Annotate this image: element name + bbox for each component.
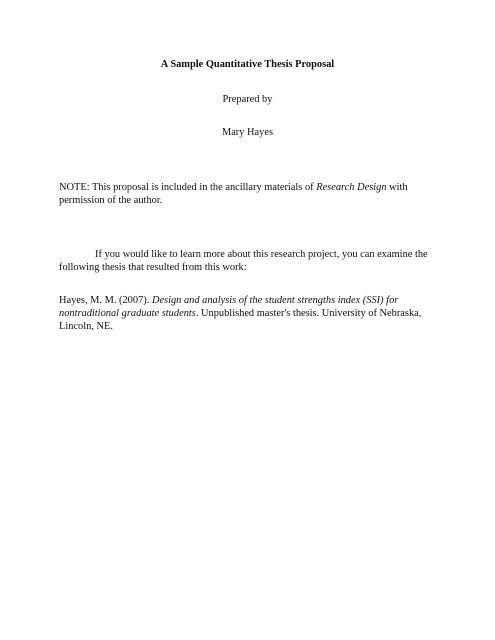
- reference-authors-year: Hayes, M. M. (2007).: [59, 295, 152, 306]
- reference-entry: [59, 294, 441, 333]
- info-paragraph: If you would like to learn more about this research project, you can examine the following thesis that resulted from this work:: [59, 249, 428, 273]
- note-paragraph: [59, 181, 441, 207]
- reference-details: . Unpublished master's thesis. University of Nebraska, Lincoln, NE.: [59, 308, 422, 332]
- document-title: A Sample Quantitative Thesis Proposal: [160, 59, 335, 70]
- reference-work-title: Design and analysis of the student strengths index (SSI) for nontraditional graduate students: [59, 295, 399, 319]
- author-name: Mary Hayes: [221, 127, 274, 138]
- note-book-title: Research Design: [316, 182, 387, 193]
- prepared-by-label: Prepared by: [222, 94, 273, 105]
- note-suffix: with permission of the author.: [59, 182, 408, 206]
- note-prefix: NOTE: This proposal is included in the ancillary materials of: [59, 182, 317, 193]
